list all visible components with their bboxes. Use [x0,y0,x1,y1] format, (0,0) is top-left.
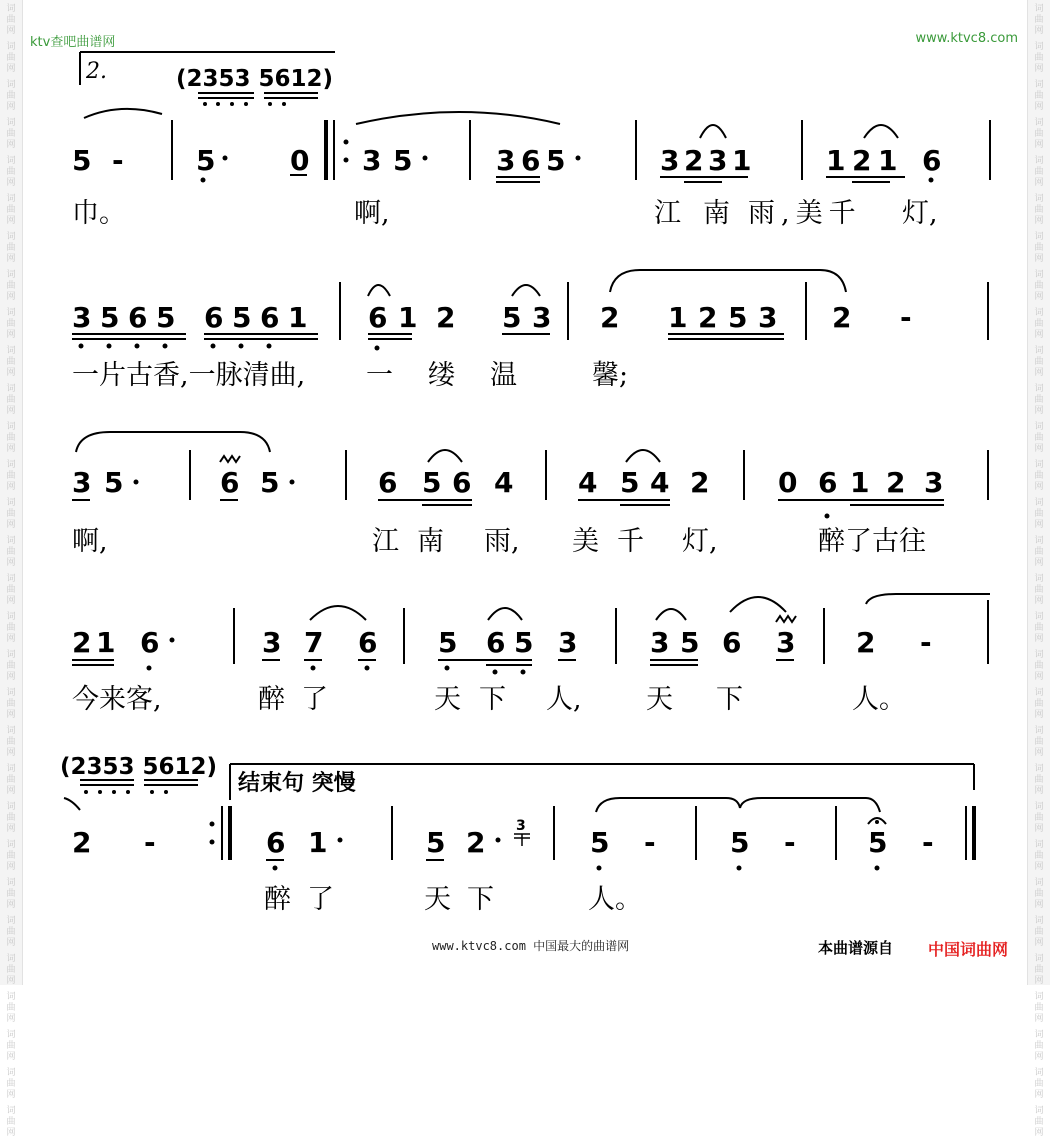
row3-lyrics [72,526,926,557]
lyric: 巾。 [72,198,126,229]
row1-slurs [84,109,898,138]
svg-text:6: 6 [260,301,280,334]
svg-text:5: 5 [502,301,522,334]
intro-dots [203,102,286,106]
footer-site-text: www.ktvc8.com 中国最大的曲谱网 [432,939,630,953]
svg-text:2: 2 [832,301,852,334]
svg-text:5: 5 [868,826,888,859]
note: 3 [708,144,728,177]
svg-text:3: 3 [924,466,944,499]
footer-brand: 中国词曲网 [928,940,1009,959]
note: 2 [852,144,872,177]
left-watermark-strip: 词 曲 网 词 曲 网 词 曲 网 词 曲 网 词 曲 网 词 曲 网 词 曲 网 词 曲 网 词 曲 网 词 曲 网 词 曲 网 词 曲 网 词 曲 网 词 曲 网 词 曲 网 词 曲 网 词 曲 网 词 曲 网 词 曲 网 词 曲 网 词 曲 网 词 曲 网 词 曲 网 词 曲 网 词 曲 网 词 曲 网 词 曲 网 词 曲 网 词 曲 网 词 曲 网 [0,0,23,985]
svg-text:-: - [144,826,156,859]
svg-text:2: 2 [466,826,486,859]
note: 1 [826,144,846,177]
svg-text:2: 2 [886,466,906,499]
lyric: 一片古香,一脉清曲, [72,360,306,391]
lyric: 灯, [682,526,718,557]
svg-text:2: 2 [690,466,710,499]
lyric: 温 [490,360,517,391]
svg-text:-: - [922,826,934,859]
header-right-url: www.ktvc8.com [915,31,1018,46]
svg-text:5: 5 [104,466,124,499]
ending-label: 结束句 突慢 [238,771,356,796]
lyric: 醉了 [258,684,344,715]
note: 5 [393,144,413,177]
svg-text:5: 5 [426,826,446,859]
svg-text:5: 5 [422,466,442,499]
svg-text:4: 4 [578,466,598,499]
lyric: 天下 [434,684,524,715]
lyric: 人, [546,684,582,715]
row3-notes [72,450,988,519]
note: 5 [72,144,92,177]
svg-text:2: 2 [72,626,92,659]
svg-text:3: 3 [72,301,92,334]
lyric: 雨, [484,526,520,557]
svg-text:-: - [900,301,912,334]
svg-text:5: 5 [260,466,280,499]
lyric: 人。 [588,884,642,915]
grace-note: 3 [516,818,526,834]
svg-text:6: 6 [140,626,160,659]
ending-intro-notes: (2353 5612) [60,754,218,780]
row1-notes [72,120,990,183]
note: 1 [878,144,898,177]
row3-slurs [76,432,660,462]
svg-text:1: 1 [96,626,116,659]
lyric: 一 [366,360,393,391]
svg-text:4: 4 [650,466,670,499]
svg-text:6: 6 [818,466,838,499]
svg-text:1: 1 [288,301,308,334]
lyric: 人。 [852,684,906,715]
svg-text:5: 5 [100,301,120,334]
svg-text:3: 3 [776,626,796,659]
svg-text:2: 2 [698,301,718,334]
lyric: 美千 [572,526,662,557]
lyric: 天 [646,684,673,715]
svg-text:1: 1 [308,826,328,859]
note: 5 [546,144,566,177]
svg-text:3: 3 [262,626,282,659]
lyric: 灯, [902,198,938,229]
svg-text:6: 6 [378,466,398,499]
note: 6 [521,144,541,177]
lyric: 啊, [354,198,390,229]
ending-intro-underlines [80,780,198,785]
note: 3 [496,144,516,177]
svg-text:-: - [784,826,796,859]
row1-low-dots [201,178,206,183]
row5-slurs [596,798,880,812]
row1-lyrics [72,198,938,229]
note: 1 [732,144,752,177]
right-watermark-strip: 词 曲 网 词 曲 网 词 曲 网 词 曲 网 词 曲 网 词 曲 网 词 曲 网 词 曲 网 词 曲 网 词 曲 网 词 曲 网 词 曲 网 词 曲 网 词 曲 网 词 曲 网 词 曲 网 词 曲 网 词 曲 网 词 曲 网 词 曲 网 词 曲 网 词 曲 网 词 曲 网 词 曲 网 词 曲 网 词 曲 网 词 曲 网 词 曲 网 词 曲 网 词 曲 网 [1027,0,1050,985]
note: 2 [684,144,704,177]
svg-text:6: 6 [368,301,388,334]
row4-slurs [310,594,990,620]
svg-text:6: 6 [452,466,472,499]
row4-notes [72,600,988,675]
row4-lyrics [72,684,906,715]
svg-text:5: 5 [232,301,252,334]
svg-text:2: 2 [856,626,876,659]
svg-text:5: 5 [514,626,534,659]
svg-text:2: 2 [600,301,620,334]
svg-text:5: 5 [620,466,640,499]
note: - [112,144,124,177]
svg-text:6: 6 [128,301,148,334]
svg-text:6: 6 [358,626,378,659]
lyric: 醉了 [264,884,350,915]
note: 6 [922,144,942,177]
svg-text:0: 0 [778,466,798,499]
svg-text:5: 5 [680,626,700,659]
footer-source-label: 本曲谱源自 [818,939,894,957]
svg-text:2: 2 [436,301,456,334]
lyric: 今来客, [72,684,162,715]
lyric: 雨,美千 [748,198,862,229]
intro-underlines [198,93,318,98]
volta-label: 2. [86,59,107,84]
lyric: 啊, [72,526,108,557]
svg-text:-: - [920,626,932,659]
svg-text:3: 3 [650,626,670,659]
intro-notes: (2353 5612) [176,66,334,92]
note: 5 [196,144,216,177]
svg-text:5: 5 [156,301,176,334]
row2-lyrics [72,360,628,391]
note: 3 [660,144,680,177]
svg-text:6: 6 [486,626,506,659]
svg-text:5: 5 [438,626,458,659]
svg-text:3: 3 [532,301,552,334]
row2-notes [72,282,988,351]
svg-text:2: 2 [72,826,92,859]
svg-text:6: 6 [220,466,240,499]
note: 0 [290,144,310,177]
svg-text:7: 7 [304,626,324,659]
svg-text:6: 6 [266,826,286,859]
row2-slurs [368,270,846,296]
svg-text:5: 5 [590,826,610,859]
svg-text:6: 6 [204,301,224,334]
header-left-site: ktv查吧曲谱网 [30,35,116,50]
svg-text:5: 5 [728,301,748,334]
lyric: 江南 [372,526,462,557]
row5-lyrics [264,884,642,915]
lyric: 天下 [424,884,510,915]
svg-text:3: 3 [558,626,578,659]
lyric: 缕 [428,360,455,391]
svg-text:4: 4 [494,466,514,499]
svg-text:5: 5 [730,826,750,859]
svg-text:1: 1 [850,466,870,499]
svg-text:1: 1 [398,301,418,334]
svg-text:-: - [644,826,656,859]
lyric: 醉了古往 [818,526,926,557]
svg-text:6: 6 [722,626,742,659]
row5-notes [72,806,974,871]
ending-volta [230,764,974,800]
lyric: 江南 [654,198,752,229]
lyric: 馨; [592,360,629,391]
svg-text:3: 3 [72,466,92,499]
svg-text:3: 3 [758,301,778,334]
svg-text:1: 1 [668,301,688,334]
lyric: 下 [716,684,743,715]
note: 3 [362,144,382,177]
ending-intro-dots [84,790,168,794]
